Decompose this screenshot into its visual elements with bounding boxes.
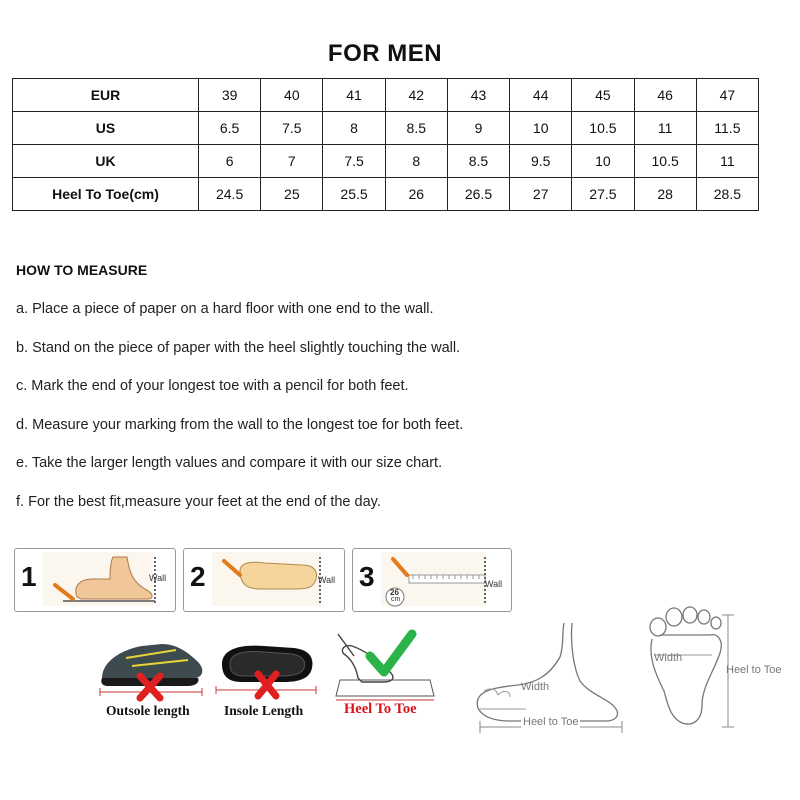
table-cell: 10 <box>572 145 634 178</box>
table-cell: 26.5 <box>447 178 509 211</box>
insole-caption: Insole Length <box>224 703 304 718</box>
table-cell: 9.5 <box>510 145 572 178</box>
measure-step-f: f. For the best fit,measure your feet at the end of the day. <box>16 494 381 510</box>
foot-check-icon <box>330 626 440 702</box>
table-cell: 10 <box>510 112 572 145</box>
table-cell: 25.5 <box>323 178 385 211</box>
table-cell: 9 <box>447 112 509 145</box>
table-cell: 10.5 <box>572 112 634 145</box>
wall-label: Wall <box>485 579 503 589</box>
table-cell: 8.5 <box>385 112 447 145</box>
table-cell: 6 <box>199 145 261 178</box>
table-cell: 27 <box>510 178 572 211</box>
row-label: US <box>13 112 199 145</box>
step-number: 3 <box>359 561 375 592</box>
measure-panel-2 <box>183 548 345 612</box>
measure-panel-3 <box>352 548 512 612</box>
row-label: EUR <box>13 79 199 112</box>
table-cell: 7 <box>261 145 323 178</box>
size-chart-table <box>12 78 759 211</box>
shoe-icon <box>96 632 208 704</box>
row-label: UK <box>13 145 199 178</box>
size-badge: 26 <box>390 588 399 597</box>
table-cell: 8 <box>323 112 385 145</box>
table-cell: 11 <box>634 112 696 145</box>
width-label: Width <box>521 681 550 693</box>
table-cell: 28 <box>634 178 696 211</box>
table-cell: 44 <box>510 79 572 112</box>
table-row <box>13 178 759 211</box>
table-cell: 11.5 <box>696 112 758 145</box>
how-to-measure-heading: HOW TO MEASURE <box>16 262 148 278</box>
table-row <box>13 79 759 112</box>
table-cell: 28.5 <box>696 178 758 211</box>
table-cell: 40 <box>261 79 323 112</box>
table-cell: 41 <box>323 79 385 112</box>
table-cell: 10.5 <box>634 145 696 178</box>
width-label-top: Width <box>654 652 683 664</box>
table-cell: 26 <box>385 178 447 211</box>
heel-to-toe-label: Heel to Toe <box>523 716 579 728</box>
table-cell: 27.5 <box>572 178 634 211</box>
measure-panel-1 <box>14 548 176 612</box>
wall-label: Wall <box>149 573 167 583</box>
insole-icon <box>214 640 318 704</box>
row-label: Heel To Toe(cm) <box>13 178 199 211</box>
outsole-caption: Outsole length <box>106 703 190 718</box>
table-row <box>13 145 759 178</box>
table-cell: 25 <box>261 178 323 211</box>
table-cell: 6.5 <box>199 112 261 145</box>
table-row <box>13 112 759 145</box>
table-cell: 8 <box>385 145 447 178</box>
table-cell: 8.5 <box>447 145 509 178</box>
page-title: FOR MEN <box>327 40 443 67</box>
measure-step-a: a. Place a piece of paper on a hard floor with one end to the wall. <box>16 301 434 317</box>
measure-step-d: d. Measure your marking from the wall to the longest toe for both feet. <box>16 417 464 433</box>
size-badge-unit: cm <box>391 596 401 603</box>
wall-label: Wall <box>318 575 336 585</box>
heel-to-toe-caption: Heel To Toe <box>344 701 417 717</box>
table-cell: 24.5 <box>199 178 261 211</box>
measure-step-c: c. Mark the end of your longest toe with a pencil for both feet. <box>16 378 409 394</box>
table-cell: 45 <box>572 79 634 112</box>
table-cell: 46 <box>634 79 696 112</box>
table-cell: 7.5 <box>261 112 323 145</box>
table-cell: 42 <box>385 79 447 112</box>
table-cell: 47 <box>696 79 758 112</box>
measure-step-b: b. Stand on the piece of paper with the heel slightly touching the wall. <box>16 340 461 356</box>
table-cell: 39 <box>199 79 261 112</box>
measure-step-e: e. Take the larger length values and compare it with our size chart. <box>16 455 443 471</box>
table-cell: 11 <box>696 145 758 178</box>
step-number: 2 <box>190 561 206 592</box>
heel-to-toe-label-top: Heel to Toe <box>726 664 782 676</box>
table-cell: 7.5 <box>323 145 385 178</box>
step-number: 1 <box>21 561 37 592</box>
table-cell: 43 <box>447 79 509 112</box>
